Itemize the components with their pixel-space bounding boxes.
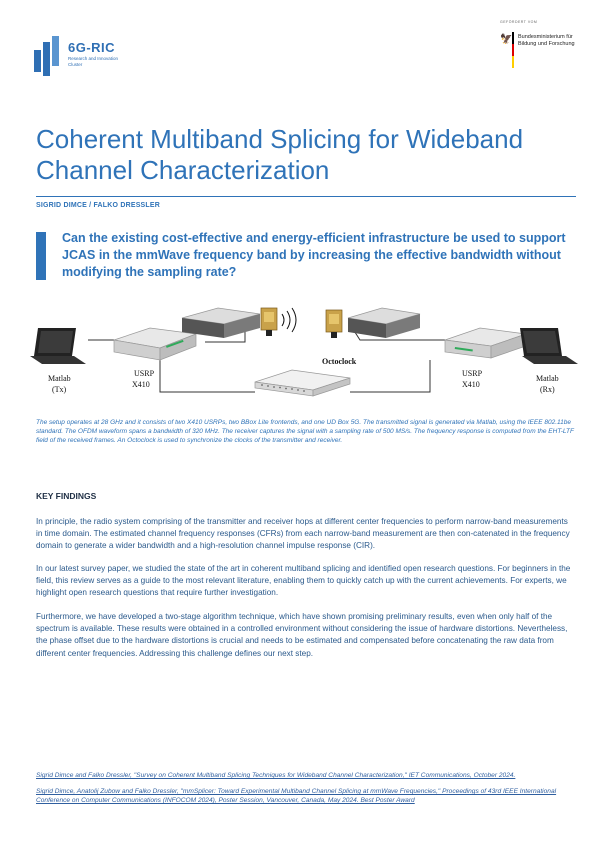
tx-usrp-icon [114, 328, 196, 360]
logo-bars-icon [34, 36, 64, 76]
octoclock-label: Octoclock [322, 357, 357, 366]
research-question: Can the existing cost-effective and energy-efficient infrastructure be used to support JCAS in the mmWave frequency band by increasing the effective bandwidth without modifying the sampling rate? [62, 231, 566, 279]
tx-device-label: Matlab [48, 374, 71, 383]
rx-role-label: (Rx) [540, 385, 555, 394]
findings-paragraph-3: Furthermore, we have developed a two-stage algorithm technique, which have shown promising preliminary results, even when only half of the spectrum is available. These results were obtained in a controlled environment without considering the issue of hardware distortions. Nevertheless, the phase offset due to the hardware distortions is crucial and needs to be estimated and compensated before concatenating the raw data from different center frequencies. Addressing this challenge defines our next step. [36, 612, 568, 658]
6g-ric-logo [34, 36, 154, 80]
rx-device-label: Matlab [536, 374, 559, 383]
tx-laptop-icon [30, 328, 86, 364]
rx-radio-label-1: USRP [462, 369, 483, 378]
reference-link-1[interactable]: Sigrid Dimce and Falko Dressler, "Survey on Coherent Multiband Splicing Techniques for Wideband Channel Characterization," IET Communications, October 2024. [36, 772, 516, 779]
rx-frontend-icon [348, 308, 420, 338]
tx-role-label: (Tx) [52, 385, 67, 394]
signal-waves-icon [282, 308, 296, 332]
rx-usrp-icon [445, 328, 526, 358]
tx-radio-label-2: X410 [132, 380, 150, 389]
octoclock-icon [255, 370, 350, 396]
tx-frontend-icon [182, 308, 260, 338]
diagram-caption: The setup operates at 28 GHz and it consists of two X410 USRPs, two BBox Lite frontends, and one UD Box 5G. The transmitted signal is generated via Matlab, using the IEEE 802.11be standard. The OFDM waveform spans a bandwidth of 320 MHz. The receiver captures the signal with a sampling rate of 500 MS/s. The frequency response is computed from the EHT-LTF field of the received frames. An Octoclock is used to synchronize the clocks of the transmitter and receiver. [36, 419, 574, 445]
page-title: Coherent Multiband Splicing for Wideband Channel Characterization [36, 124, 524, 185]
references [36, 771, 576, 812]
funding-note: GEFÖRDERT VOM [500, 20, 538, 24]
eagle-icon: 🦅 [500, 34, 513, 45]
reference-link-2[interactable]: Sigrid Dimce, Anatolij Zubow and Falko Dressler, "mmSplicer: Toward Experimental Multiband Channel Splicing at mmWave Frequencies," Proceedings of 43rd IEEE International Conference on Computer Communications (INFOCOM 2024), Poster Session, Vancouver, Canada, May 2024. Best Poster Award [36, 788, 557, 804]
rx-laptop-icon [520, 328, 578, 364]
german-flag-icon [512, 32, 514, 68]
tx-radio-label-1: USRP [134, 369, 155, 378]
question-accent-bar [36, 232, 46, 280]
title-divider [36, 196, 576, 197]
setup-diagram [30, 300, 578, 412]
tx-antenna-icon [261, 308, 277, 336]
logo-title: 6G-RIC [68, 40, 116, 55]
rx-radio-label-2: X410 [462, 380, 480, 389]
findings-paragraph-1: In principle, the radio system comprising of the transmitter and receiver hops at different center frequencies to perform narrow-band measurements in time domain. The estimated channel frequency responses (CFRs) from each narrow-band measurement are then con-catenated in the frequency domain to generate a wider bandwidth and a high-resolution channel impulse response (CIR). [36, 517, 570, 551]
findings-paragraph-2: In our latest survey paper, we studied the state of the art in coherent multiband splicing and identified open research questions. For beginners in the field, this review serves as a guide to the most relevant literature, enabling them to quickly catch up with the current achievements. For experts, we highlight open research questions that require further investigation. [36, 564, 571, 598]
ministry-name: Bundesministerium für Bildung und Forschung [518, 34, 575, 47]
logo-subtitle: Research and Innovation Cluster [68, 56, 119, 67]
rx-antenna-icon [326, 310, 342, 338]
authors: SIGRID DIMCE / FALKO DRESSLER [36, 202, 161, 209]
key-findings-heading: KEY FINDINGS [36, 491, 97, 501]
bmbf-logo [500, 32, 580, 72]
